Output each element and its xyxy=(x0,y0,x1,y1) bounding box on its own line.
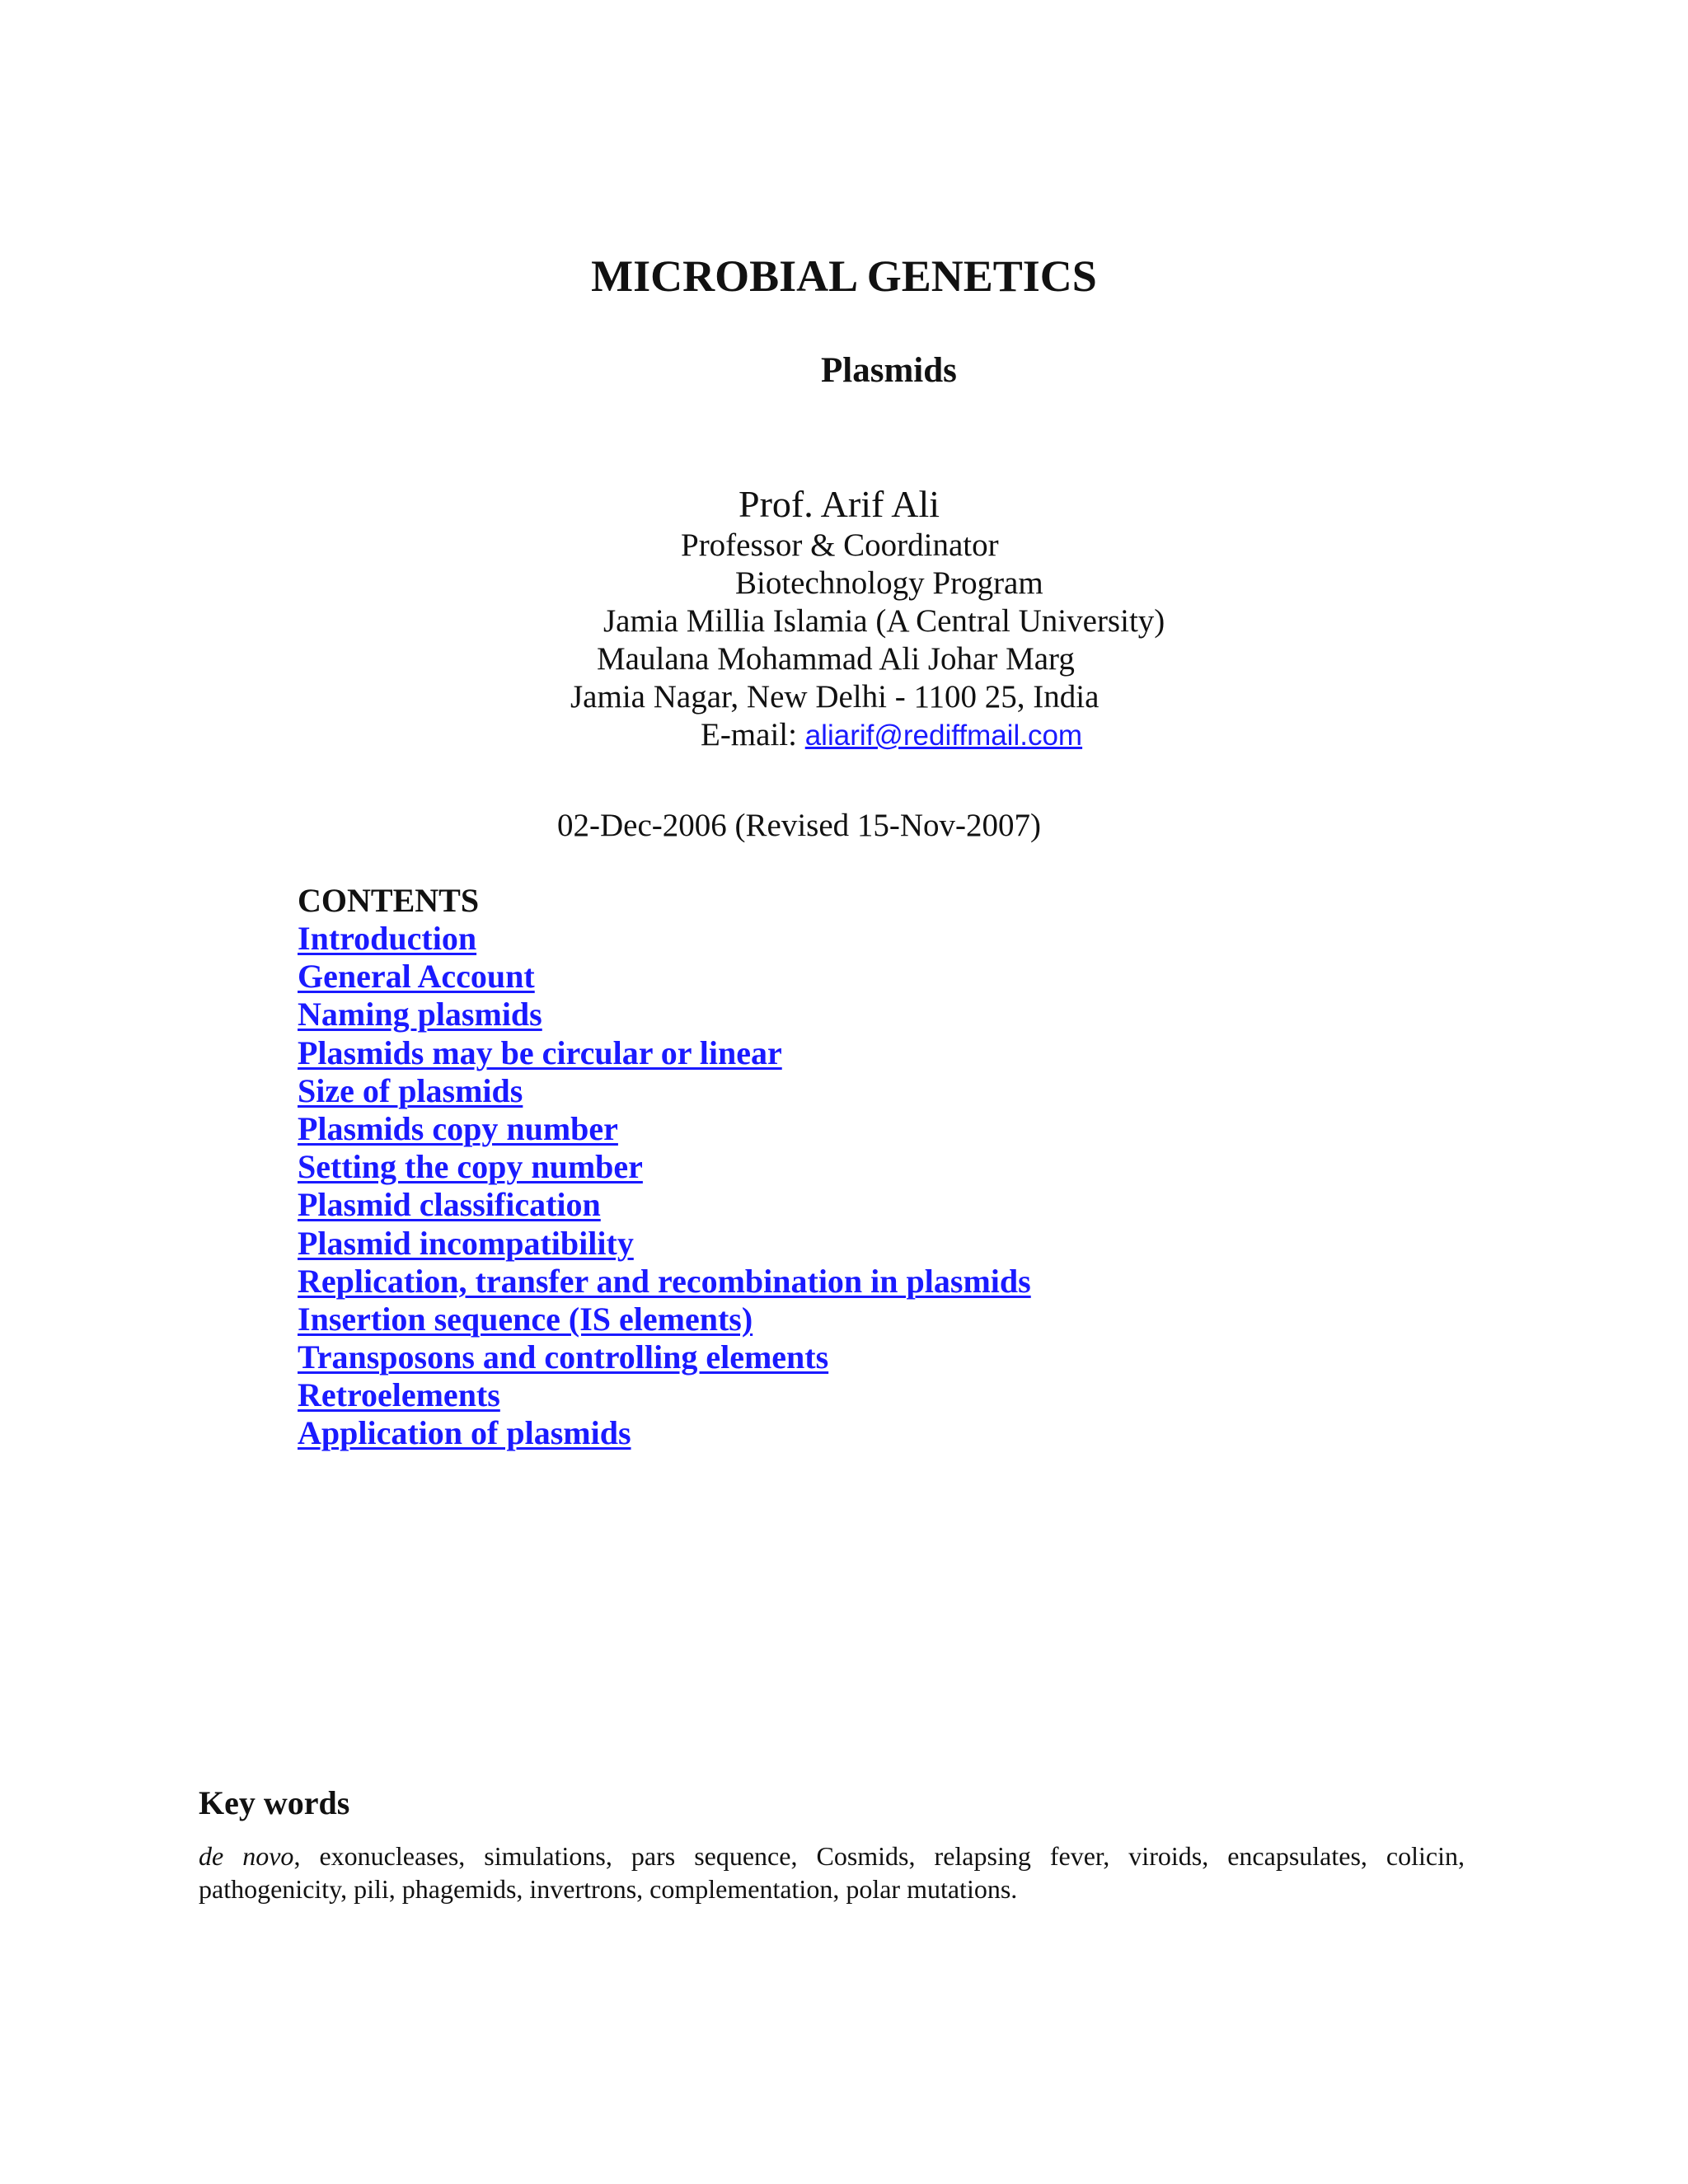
toc-item xyxy=(298,1148,1031,1186)
author-street: Maulana Mohammad Ali Johar Marg xyxy=(597,641,1075,677)
author-city: Jamia Nagar, New Delhi - 1100 25, India xyxy=(570,679,1100,715)
document-title xyxy=(0,247,1688,305)
toc-item xyxy=(298,1414,1031,1452)
toc-link-naming-plasmids[interactable]: Naming plasmids xyxy=(298,996,542,1033)
document-subtitle: Plasmids xyxy=(821,351,957,390)
toc-link-introduction[interactable]: Introduction xyxy=(298,920,477,957)
keywords-text xyxy=(199,1840,1465,1905)
toc-link-application[interactable]: Application of plasmids xyxy=(298,1414,631,1452)
toc-item xyxy=(298,1186,1031,1224)
toc-item xyxy=(298,1301,1031,1338)
toc-item xyxy=(298,920,1031,958)
toc-item xyxy=(298,1263,1031,1301)
contents-heading: CONTENTS xyxy=(298,882,480,919)
author-position: Professor & Coordinator xyxy=(681,527,999,563)
toc-link-circular-or-linear[interactable]: Plasmids may be circular or linear xyxy=(298,1033,782,1071)
email-label: E-mail: xyxy=(701,717,805,752)
document-title-text: MICROBIAL GENETICS xyxy=(591,251,1097,301)
author-institution: Jamia Millia Islamia (A Central University) xyxy=(603,603,1165,639)
table-of-contents xyxy=(298,920,1031,1453)
toc-link-insertion-sequence[interactable]: Insertion sequence (IS elements) xyxy=(298,1300,753,1338)
toc-link-size-of-plasmids[interactable]: Size of plasmids xyxy=(298,1071,523,1109)
toc-link-replication-transfer[interactable]: Replication, transfer and recombination in plasmids xyxy=(298,1262,1031,1300)
keywords-italic-lead: de novo xyxy=(199,1841,294,1871)
toc-item xyxy=(298,1338,1031,1376)
document-date: 02-Dec-2006 (Revised 15-Nov-2007) xyxy=(557,808,1042,843)
author-program: Biotechnology Program xyxy=(735,565,1043,601)
toc-item xyxy=(298,996,1031,1033)
toc-item xyxy=(298,1110,1031,1148)
toc-link-general-account[interactable]: General Account xyxy=(298,958,535,996)
toc-link-setting-copy-number[interactable]: Setting the copy number xyxy=(298,1148,643,1186)
toc-item xyxy=(298,958,1031,996)
author-name: Prof. Arif Ali xyxy=(738,483,940,525)
toc-item xyxy=(298,1072,1031,1110)
toc-item xyxy=(298,1225,1031,1263)
toc-link-classification[interactable]: Plasmid classification xyxy=(298,1186,601,1224)
email-link[interactable]: aliarif@rediffmail.com xyxy=(804,719,1083,752)
keywords-heading: Key words xyxy=(199,1784,350,1821)
toc-link-retroelements[interactable]: Retroelements xyxy=(298,1376,500,1414)
keywords-list: , exonucleases, simulations, pars sequence, Cosmids, relapsing fever, viroids, encapsulates, colicin, pathogenicity, pili, phagemids, invertrons, complementation, polar mutations. xyxy=(199,1841,1465,1904)
author-email-line xyxy=(701,716,1082,755)
toc-link-copy-number[interactable]: Plasmids copy number xyxy=(298,1109,618,1147)
toc-link-incompatibility[interactable]: Plasmid incompatibility xyxy=(298,1224,634,1262)
toc-item xyxy=(298,1034,1031,1072)
toc-item xyxy=(298,1376,1031,1414)
toc-link-transposons[interactable]: Transposons and controlling elements xyxy=(298,1338,829,1376)
